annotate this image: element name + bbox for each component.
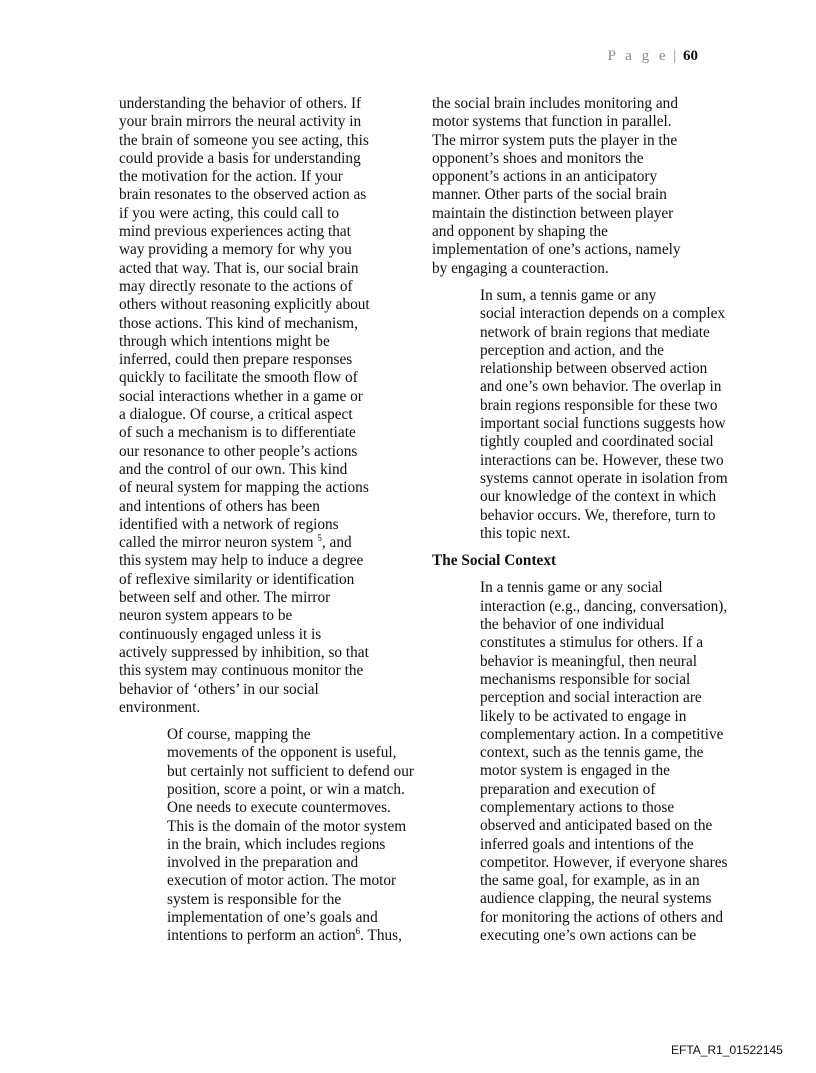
footnote-ref-6[interactable]: 6 <box>355 926 361 937</box>
text-line: in the brain, which includes regions <box>167 835 386 853</box>
document-id: EFTA_R1_01522145 <box>671 1043 783 1057</box>
text-line: way providing a memory for why you <box>119 241 352 259</box>
text-line: and one’s own behavior. The overlap in <box>480 378 722 396</box>
text-line: system is responsible for the <box>167 890 342 908</box>
text-line: continuously engaged unless it is <box>119 625 322 643</box>
text-line: In a tennis game or any social <box>480 579 663 597</box>
text-line: the behavior of one individual <box>480 616 665 634</box>
text-line: maintain the distinction between player <box>432 204 674 222</box>
text-line: behavior is meaningful, then neural <box>480 652 698 670</box>
text-line: of neural system for mapping the actions <box>119 479 369 497</box>
text-line: the social brain includes monitoring and <box>432 95 678 112</box>
text-line: complementary action. In a competitive <box>480 725 724 743</box>
text-line: implementation of one’s goals and <box>167 909 378 927</box>
text-line: perception and action, and the <box>480 341 664 359</box>
text-line: behavior occurs. We, therefore, turn to <box>480 506 716 524</box>
text-line: the brain of someone you see acting, this <box>119 131 369 149</box>
text-line: our knowledge of the context in which <box>480 488 717 506</box>
page-number: 60 <box>683 48 698 64</box>
text-line: the motivation for the action. If your <box>119 168 343 186</box>
text-line: if you were acting, this could call to <box>119 204 340 222</box>
left-column <box>119 95 414 946</box>
text-line: mind previous experiences acting that <box>119 223 351 241</box>
text-line: actively suppressed by inhibition, so that <box>119 643 369 661</box>
text-line: this topic next. <box>480 524 571 542</box>
paragraph-motor-system <box>119 726 414 946</box>
text-line: likely to be activated to engage in <box>480 707 687 725</box>
text-line: position, score a point, or win a match. <box>167 780 405 798</box>
text-line: audience clapping, the neural systems <box>480 890 712 908</box>
footnote-ref-5[interactable]: 5 <box>317 533 322 544</box>
page-separator: | <box>673 48 677 64</box>
text-line: your brain mirrors the neural activity in <box>119 113 362 131</box>
text-line: opponent’s actions in an anticipatory <box>432 168 658 186</box>
text-line: social interactions whether in a game or <box>119 387 363 405</box>
text-line: complementary actions to those <box>480 798 675 816</box>
text-line: those actions. This kind of mechanism, <box>119 314 358 332</box>
text-line: The mirror system puts the player in the <box>432 131 678 149</box>
text-line: this system may help to induce a degree <box>119 552 364 570</box>
text-line: environment. <box>119 698 201 716</box>
text-line: between self and other. The mirror <box>119 589 331 607</box>
paragraph-mirroring <box>119 95 387 717</box>
text-line: One needs to execute countermoves. <box>167 799 391 817</box>
text-line: involved in the preparation and <box>167 854 359 872</box>
text-line: inferred, could then prepare responses <box>119 351 353 369</box>
text-line: interaction (e.g., dancing, conversation), <box>480 597 728 615</box>
text-line: Of course, mapping the <box>167 726 311 744</box>
text-line: observed and anticipated based on the <box>480 817 713 835</box>
text-line: opponent’s shoes and monitors the <box>432 149 644 167</box>
text-line: behavior of ‘others’ in our social <box>119 680 319 698</box>
text-line: through which intentions might be <box>119 332 330 350</box>
text-line: of such a mechanism is to differentiate <box>119 424 356 442</box>
text-line: acted that way. That is, our social brain <box>119 259 359 277</box>
paragraph-in-sum <box>432 286 728 543</box>
text-line: this system may continuous monitor the <box>119 662 364 680</box>
paragraph-social-context <box>432 579 728 945</box>
text-line: and opponent by shaping the <box>432 223 608 241</box>
text-line: implementation of one’s actions, namely <box>432 241 681 259</box>
page-label: P a g e <box>607 48 669 64</box>
text-line: brain resonates to the observed action as <box>119 186 367 204</box>
text-line: movements of the opponent is useful, <box>167 744 397 762</box>
text-line: perception and social interaction are <box>480 689 702 707</box>
text-line: constitutes a stimulus for others. If a <box>480 634 704 652</box>
text-line: social interaction depends on a complex <box>480 305 726 323</box>
text-line: of reflexive similarity or identification <box>119 570 355 588</box>
text-line: relationship between observed action <box>480 360 708 378</box>
text-line: intentions to perform an action$^6$. Thus, <box>167 926 402 945</box>
text-line: interactions can be. However, these two <box>480 451 724 469</box>
text-line: This is the domain of the motor system <box>167 817 407 835</box>
text-line: the same goal, for example, as in an <box>480 872 700 890</box>
text-line: identified with a network of regions <box>119 515 339 533</box>
text-line: preparation and execution of <box>480 780 656 798</box>
text-line: our resonance to other people’s actions <box>119 442 358 460</box>
text-line: and the control of our own. This kind <box>119 460 348 478</box>
paragraph-social-brain <box>432 95 702 278</box>
section-heading-social-context: The Social Context <box>432 552 557 570</box>
text-line: for monitoring the actions of others and <box>480 908 723 926</box>
text-line: tightly coupled and coordinated social <box>480 433 714 451</box>
text-line: context, such as the tennis game, the <box>480 744 704 762</box>
text-line: quickly to facilitate the smooth flow of <box>119 369 358 387</box>
text-line: neuron system appears to be <box>119 607 293 625</box>
text-line: brain regions responsible for these two <box>480 396 718 414</box>
text-line: executing one’s own actions can be <box>480 927 697 945</box>
text-line: mechanisms responsible for social <box>480 670 691 688</box>
text-line: understanding the behavior of others. If <box>119 95 362 112</box>
text-line: may directly resonate to the actions of <box>119 277 353 295</box>
text-line: network of brain regions that mediate <box>480 323 710 341</box>
text-line: by engaging a counteraction. <box>432 259 609 277</box>
text-line: important social functions suggests how <box>480 415 726 433</box>
text-line: motor system is engaged in the <box>480 762 670 780</box>
text-line: a dialogue. Of course, a critical aspect <box>119 406 353 424</box>
text-line: systems cannot operate in isolation from <box>480 469 728 487</box>
text-line: could provide a basis for understanding <box>119 149 361 167</box>
page-header <box>608 48 698 65</box>
text-line: called the mirror neuron system $^5$, and <box>119 533 352 552</box>
text-line: competitor. However, if everyone shares <box>480 853 728 871</box>
text-line: others without reasoning explicitly about <box>119 296 370 314</box>
text-line: and intentions of others has been <box>119 497 320 515</box>
text-line: In sum, a tennis game or any <box>480 286 657 304</box>
right-column <box>432 95 728 945</box>
text-line: inferred goals and intentions of the <box>480 835 694 853</box>
text-line: execution of motor action. The motor <box>167 872 397 890</box>
text-line: but certainly not sufficient to defend our <box>167 762 414 780</box>
text-line: motor systems that function in parallel. <box>432 113 672 131</box>
text-line: manner. Other parts of the social brain <box>432 186 667 204</box>
